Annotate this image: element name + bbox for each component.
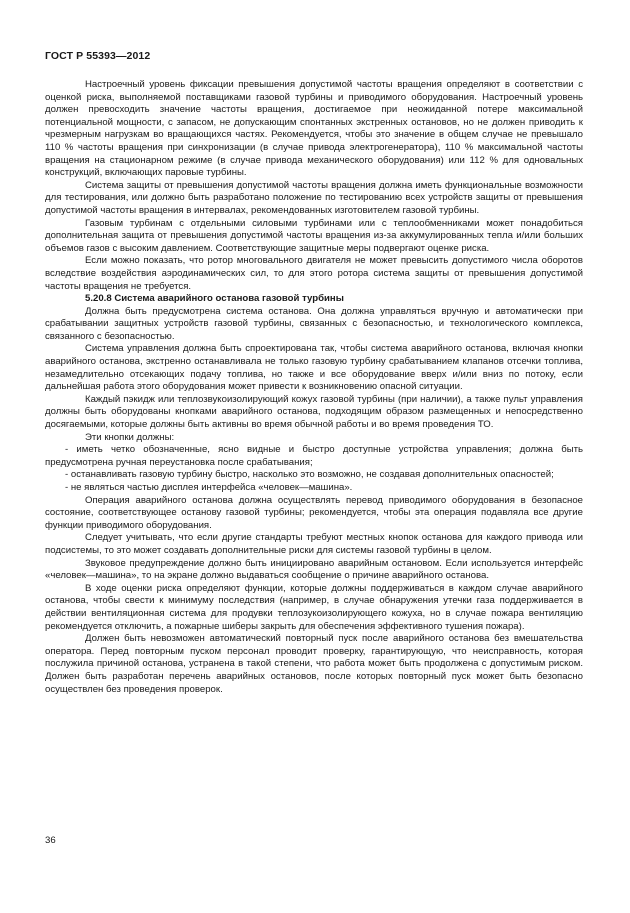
paragraph: Настроечный уровень фиксации превышения допустимой частоты вращения определяют в соответствии с оценкой риска, выполняемой поставщиками газовой турбины и приводимого оборудования. Настроечный уровень должен превосходить значение частоты вращения, достигаемое при неожиданной потере максимальной потенциальной мощности, с запасом, не допускающим спонтанных экстренных остановов, но не должен приводить к чрезмерным нагрузкам во вращающихся частях. Рекомендуется, чтобы это значение в общем случае не превышало 110 % частоты вращения при синхронизации (в случае привода электрогенератора), 110 % максимальной частоты вращения на стационарном режиме (в случае привода механического оборудования) или 112 % для одновальных конструкций, включающих паровые турбины. bbox=[45, 79, 583, 179]
paragraph: Должен быть невозможен автоматический повторный пуск после аварийного останова без вмешательства оператора. Перед повторным пуском персонал проводит проверку, гарантирующую, что неисправность, которая послужила причиной останова, устранена в такой степени, что работа может быть продолжена с допустимым риском. Должен быть разработан перечень аварийных остановов, после которых повторный пуск может быть безопасно осуществлен без проведения проверок. bbox=[45, 633, 583, 695]
list-item: - останавливать газовую турбину быстро, насколько это возможно, не создавая дополнительных опасностей; bbox=[65, 469, 554, 481]
paragraph: Звуковое предупреждение должно быть инициировано аварийным остановом. Если используется интерфейс «человек—машина», то на экране должно выдаваться сообщение о причине аварийного останова. bbox=[45, 557, 583, 582]
list-item: - иметь четко обозначенные, ясно видные и быстро доступные устройства управления; должна быть предусмотрена ручная переустановка после срабатывания; bbox=[45, 444, 583, 468]
paragraph: Если можно показать, что ротор многовального двигателя не может превысить допустимого числа оборотов вследствие воздействия аэродинамических сил, то для этого ротора система защиты от превышения допустимой частоты вращения не требуется. bbox=[45, 255, 583, 292]
paragraph: Эти кнопки должны: bbox=[85, 431, 175, 443]
paragraph: Система защиты от превышения допустимой частоты вращения должна иметь функциональные возможности для тестирования, или должно быть разработано положение по тестированию всех устройств защиты от превышения допустимой частоты вращения в интервалах, рекомендованных изготовителем газовой турбины. bbox=[45, 179, 583, 216]
paragraph: Газовым турбинам с отдельными силовыми турбинами или с теплообменниками может понадобиться дополнительная защита от превышения допустимой частоты вращения из-за аккумулированных тепла и/или больших объемов газов с высоким давлением. Соответствующие защитные меры подвергают оценке риска. bbox=[45, 217, 583, 254]
section-heading: 5.20.8 Система аварийного останова газовой турбины bbox=[85, 293, 344, 305]
paragraph: Должна быть предусмотрена система останова. Она должна управляться вручную и автоматически при срабатывании защитных устройств газовой турбины, связанных с безопасностью, и технологического комплекса, связанного с безопасностью. bbox=[45, 305, 583, 342]
paragraph: В ходе оценки риска определяют функции, которые должны поддерживаться в каждом случае аварийного останова, чтобы свести к минимуму последствия (например, в случае обнаружения утечки газа поддерживается в действии вентиляционная система для продувки теплозукоизолирующего кожуха, но в случае пожара вентиляцию рекомендуется отключить, а пожарные шиберы закрыть для обеспечения эффективного тушения пожара). bbox=[45, 582, 583, 632]
document-body bbox=[45, 79, 583, 696]
paragraph: Следует учитывать, что если другие стандарты требуют местных кнопок останова для каждого привода или подсистемы, то это может создавать дополнительные риски для системы газовой турбины в целом. bbox=[45, 532, 583, 556]
list-item: - не являться частью дисплея интерфейса «человек—машина». bbox=[65, 482, 353, 493]
page-number: 36 bbox=[45, 835, 56, 846]
paragraph: Каждый пэкидж или теплозвукоизолирующий кожух газовой турбины (при наличии), а также пульт управления должны быть оборудованы кнопками аварийного останова, подходящим образом размещенных и непосредственно досягаемыми, которые должны быть активны во время обычной работы и во время проведения ТО. bbox=[45, 393, 583, 431]
paragraph: Операция аварийного останова должна осуществлять перевод приводимого оборудования в безопасное состояние, соответствующее останову газовой турбины; рекомендуется, чтобы эта операция подавляла все другие функции приводимого оборудования. bbox=[45, 494, 583, 531]
document-header: ГОСТ Р 55393—2012 bbox=[45, 50, 151, 62]
paragraph: Система управления должна быть спроектирована так, чтобы система аварийного останова, включая кнопки аварийного останова, экстренно останавливала не только газовую турбину срабатыванием клапанов отсечки топлива, незамедлительно отсекающих подачу топлива, но также и все оборудование вверх и/или вниз по потоку, если дальнейшая работа этого оборудования может привести к возникновению опасной ситуации. bbox=[45, 343, 583, 393]
